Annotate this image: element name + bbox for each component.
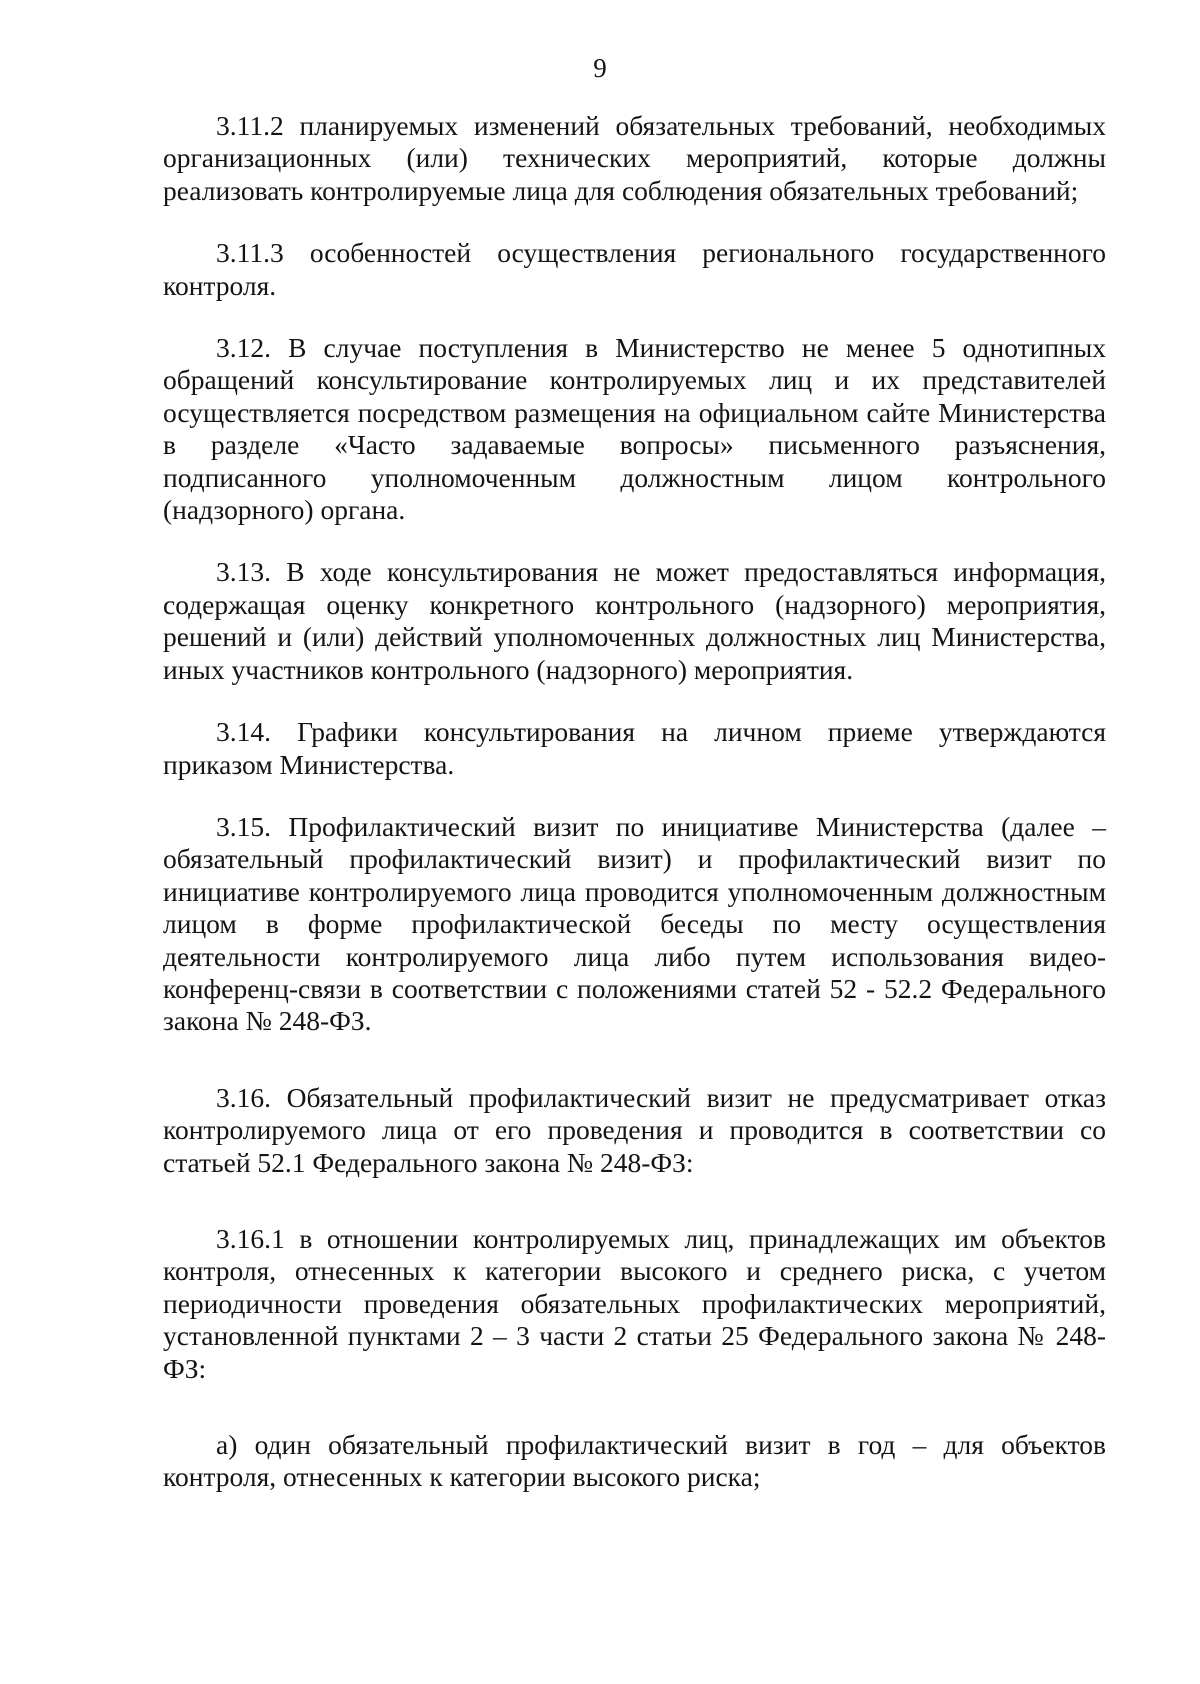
page-number: 9 <box>593 53 607 83</box>
paragraph-3-13: 3.13. В ходе консультирования не может предоставляться информация, содержащая оценку конкретного контрольного (надзорного) мероприятия, решений и (или) действий уполномоченных должностных лиц Министерства, иных участников контрольного (надзорного) мероприятия. <box>163 556 1106 685</box>
paragraph-3-14: 3.14. Графики консультирования на личном приеме утверждаются приказом Министерства. <box>163 716 1106 780</box>
paragraph-3-12: 3.12. В случае поступления в Министерство не менее 5 однотипных обращений консультирование контролируемых лиц и их представителей осуществляется посредством размещения на официальном сайте Министерства в разделе «Часто задаваемые вопросы» письменного разъяснения, подписанного уполномоченным должностным лицом контрольного (надзорного) органа. <box>163 332 1106 526</box>
paragraph-3-11-3: 3.11.3 особенностей осуществления регионального государственного контроля. <box>163 237 1106 301</box>
document-body <box>163 110 1106 1494</box>
paragraph-3-16: 3.16. Обязательный профилактический визит не предусматривает отказ контролируемого лица от его проведения и проводится в соответствии со статьей 52.1 Федерального закона № 248-ФЗ: <box>163 1081 1106 1178</box>
paragraph-3-16-1-a: а) один обязательный профилактический визит в год – для объектов контроля, отнесенных к категории высокого риска; <box>163 1429 1106 1493</box>
paragraph-3-16-1: 3.16.1 в отношении контролируемых лиц, принадлежащих им объектов контроля, отнесенных к категории высокого и среднего риска, с учетом периодичности проведения обязательных профилактических мероприятий, установленной пунктами 2 – 3 части 2 статьи 25 Федерального закона № 248-ФЗ: <box>163 1222 1106 1384</box>
paragraph-3-15: 3.15. Профилактический визит по инициативе Министерства (далее – обязательный профилактический визит) и профилактический визит по инициативе контролируемого лица проводится уполномоченным должностным лицом в форме профилактической беседы по месту осуществления деятельности контролируемого лица либо путем использования видео-конференц-связи в соответствии с положениями статей 52 - 52.2 Федерального закона № 248-ФЗ. <box>163 810 1106 1037</box>
paragraph-3-11-2: 3.11.2 планируемых изменений обязательных требований, необходимых организационных (или) технических мероприятий, которые должны реализовать контролируемые лица для соблюдения обязательных требований; <box>163 110 1106 206</box>
